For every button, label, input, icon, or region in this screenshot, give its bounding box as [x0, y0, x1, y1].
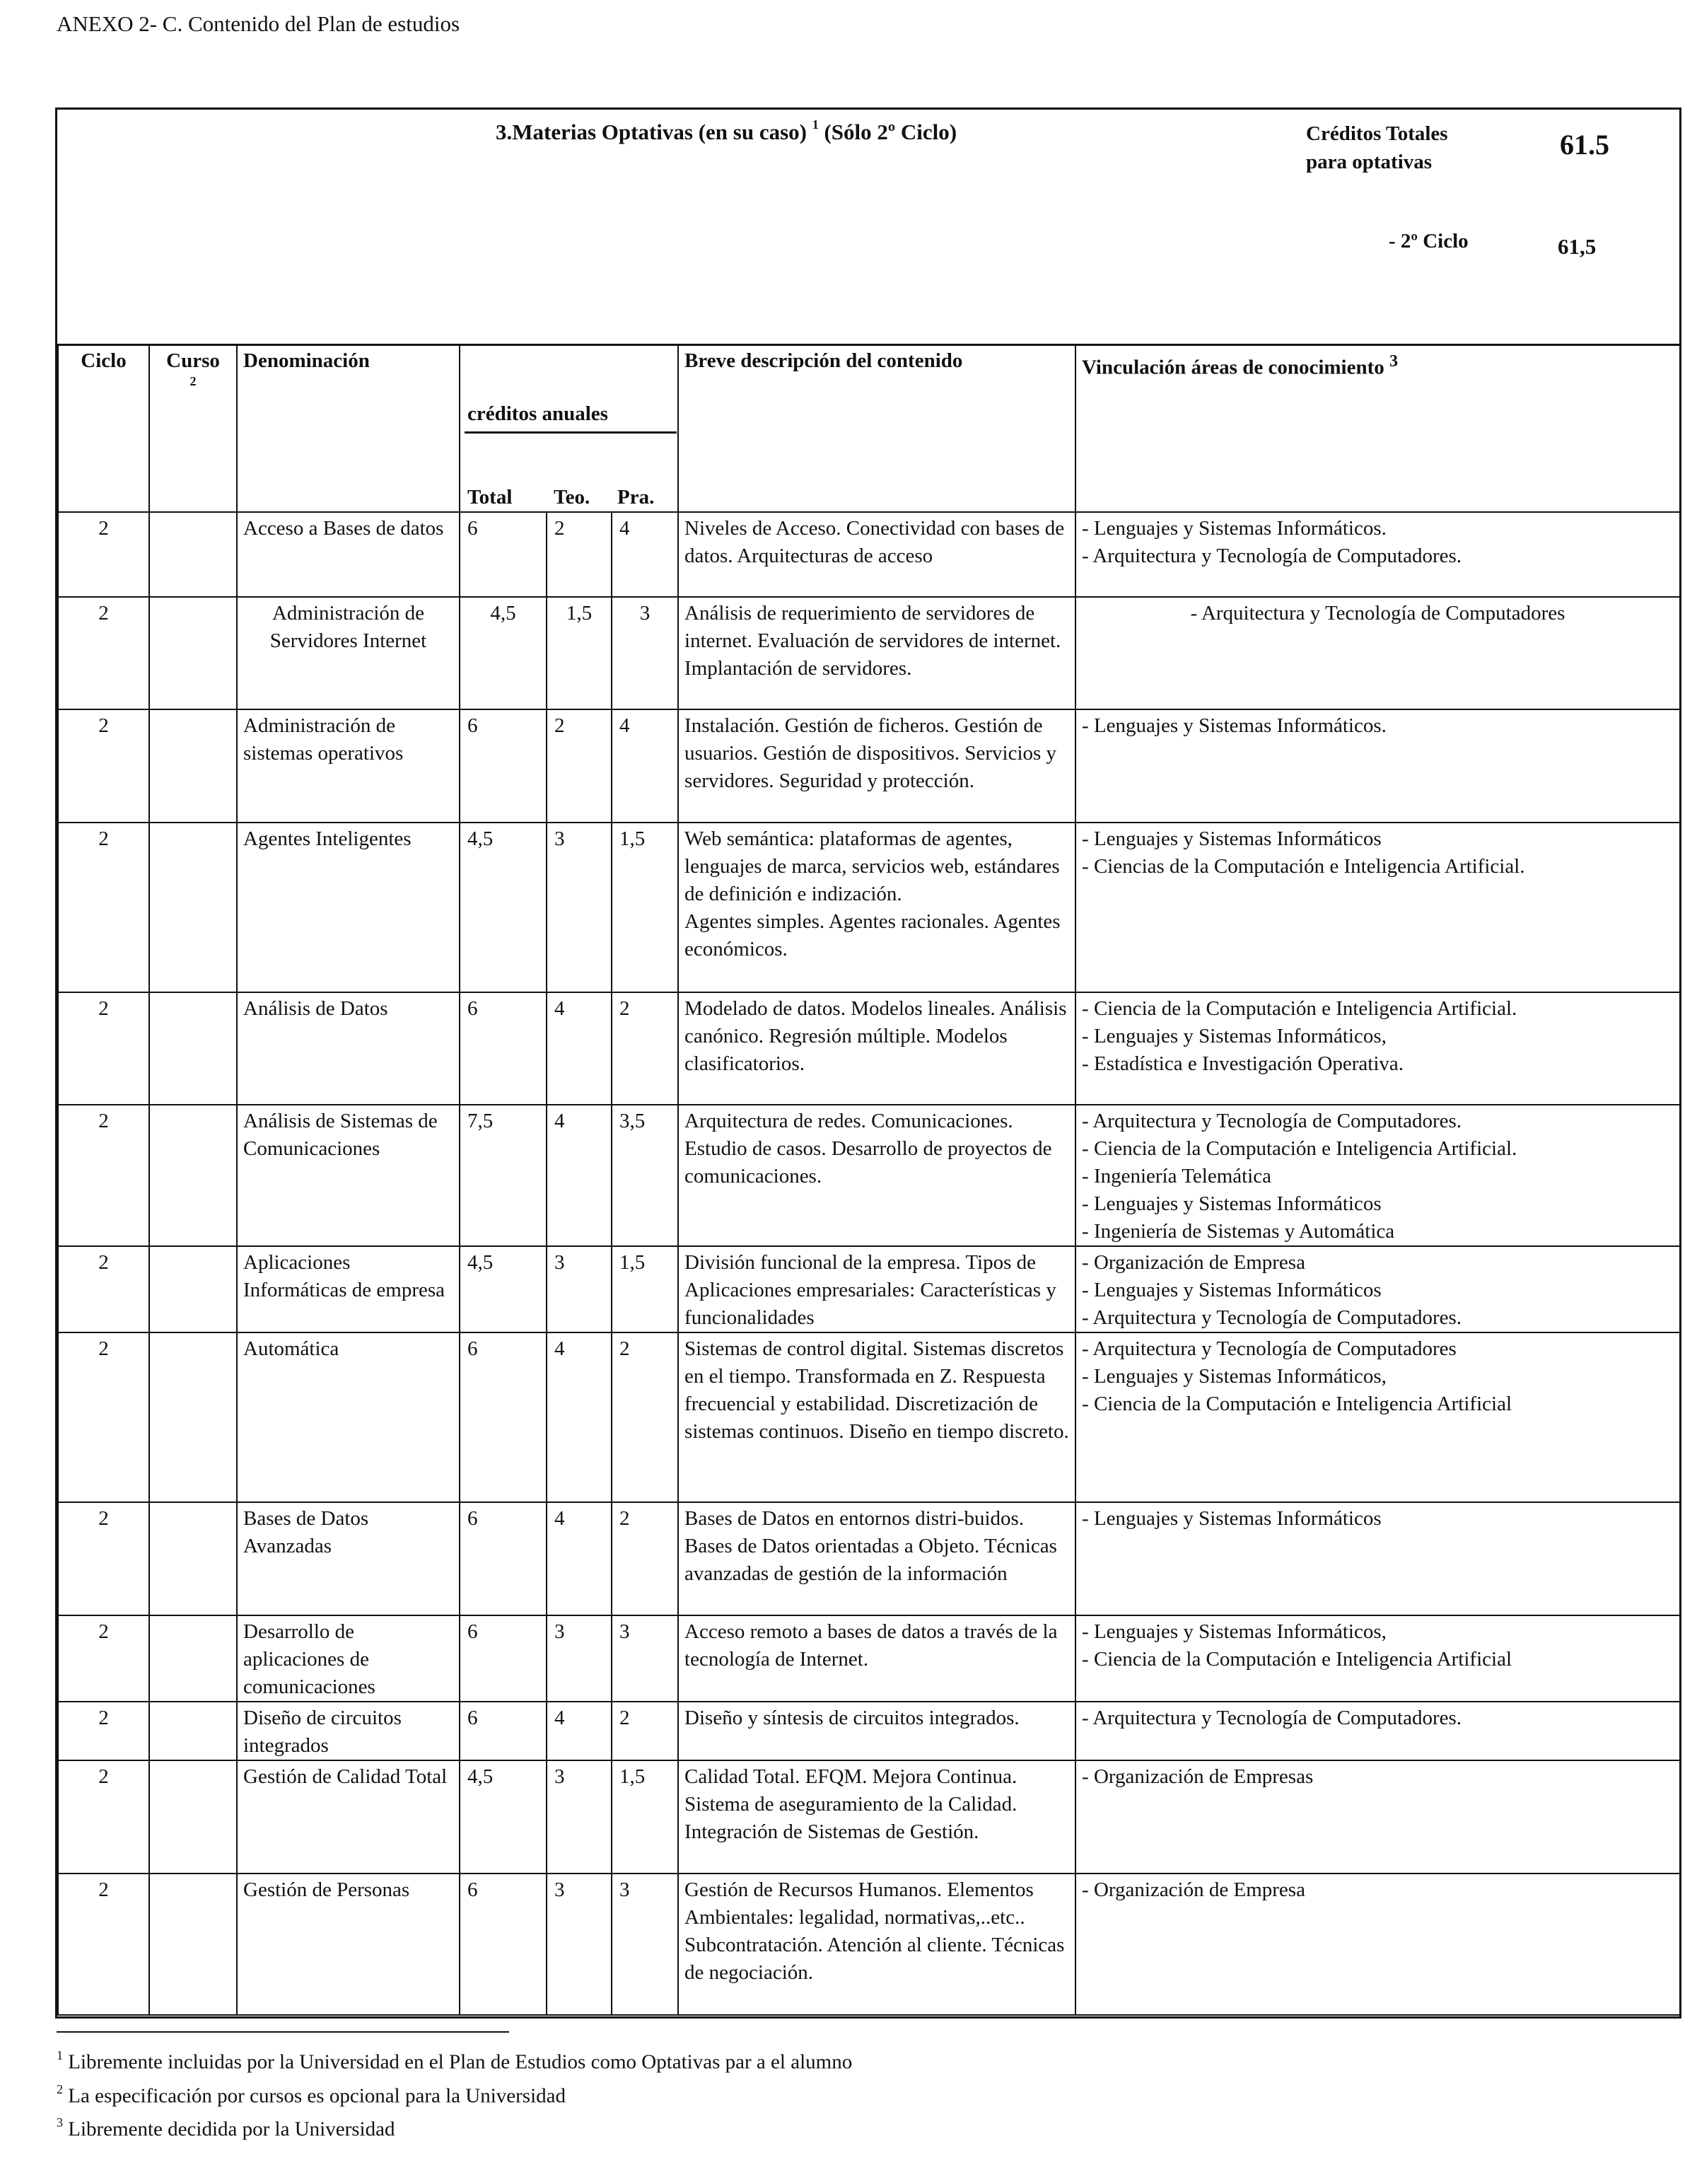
cell-areas — [1075, 1615, 1680, 1702]
cell-total: 4,5 — [460, 1760, 547, 1874]
cell-total: 6 — [460, 1615, 547, 1702]
cell-total: 4,5 — [460, 1246, 547, 1332]
cell-pra: 2 — [612, 1502, 678, 1615]
cell-pra: 1,5 — [612, 1760, 678, 1874]
cell-total: 6 — [460, 1502, 547, 1615]
cell-denominacion: Acceso a Bases de datos — [237, 512, 460, 597]
cycle-credits-value: 61,5 — [1558, 234, 1597, 259]
footnote — [57, 2043, 852, 2076]
table-row — [58, 1874, 1680, 2015]
area-item: - Organización de Empresa — [1082, 1251, 1305, 1274]
cell-denominacion: Bases de Datos Avanzadas — [237, 1502, 460, 1615]
cell-descripcion: Calidad Total. EFQM. Mejora Continua. Sistema de aseguramiento de la Calidad. Integración de Sistemas de Gestión. — [678, 1760, 1075, 1874]
cell-descripcion: Gestión de Recursos Humanos. Elementos Ambientales: legalidad, normativas,..etc.. Subcontratación. Atención al cliente. Técnicas de negociación. — [678, 1874, 1075, 2015]
cell-total: 7,5 — [460, 1105, 547, 1246]
cell-pra: 2 — [612, 1702, 678, 1760]
area-item: - Arquitectura y Tecnología de Computadores. — [1082, 1707, 1462, 1729]
col-header-descripcion: Breve descripción del contenido — [678, 344, 1075, 512]
cell-descripcion: Acceso remoto a bases de datos a través de la tecnología de Internet. — [678, 1615, 1075, 1702]
area-item: - Organización de Empresa — [1082, 1878, 1305, 1901]
cell-descripcion: Arquitectura de redes. Comunicaciones. Estudio de casos. Desarrollo de proyectos de comunicaciones. — [678, 1105, 1075, 1246]
column-header-row — [58, 344, 1680, 512]
cell-curso — [149, 992, 237, 1105]
table-row — [58, 1105, 1680, 1246]
total-credits-label-line1: Créditos Totales — [1306, 122, 1448, 145]
col-header-curso — [149, 344, 237, 512]
cell-areas — [1075, 1874, 1680, 2015]
cell-total: 6 — [460, 512, 547, 597]
area-item: - Lenguajes y Sistemas Informáticos, — [1082, 1025, 1387, 1047]
area-item: - Lenguajes y Sistemas Informáticos — [1082, 1279, 1382, 1301]
cell-denominacion: Aplicaciones Informáticas de empresa — [237, 1246, 460, 1332]
cell-curso — [149, 512, 237, 597]
cell-descripcion: Bases de Datos en entornos distri-buidos. Bases de Datos orientadas a Objeto. Técnicas avanzadas de gestión de la información — [678, 1502, 1075, 1615]
cell-teo: 4 — [547, 992, 612, 1105]
area-item: - Arquitectura y Tecnología de Computadores. — [1082, 1306, 1462, 1329]
cell-areas — [1075, 597, 1680, 709]
cell-ciclo: 2 — [58, 1874, 149, 2015]
cell-teo: 4 — [547, 1502, 612, 1615]
cell-pra: 4 — [612, 709, 678, 823]
area-item: - Lenguajes y Sistemas Informáticos — [1082, 1507, 1382, 1530]
cell-ciclo: 2 — [58, 1615, 149, 1702]
cell-ciclo: 2 — [58, 1760, 149, 1874]
cell-teo: 3 — [547, 1615, 612, 1702]
cell-curso — [149, 597, 237, 709]
col-header-creditos-rule — [465, 431, 677, 434]
total-credits-label — [1306, 120, 1448, 176]
cell-total: 6 — [460, 1874, 547, 2015]
cell-denominacion: Análisis de Datos — [237, 992, 460, 1105]
col-header-teo: Teo. — [554, 486, 590, 509]
cell-pra: 1,5 — [612, 1246, 678, 1332]
cell-descripcion: División funcional de la empresa. Tipos de Aplicaciones empresariales: Características y funcionalidades — [678, 1246, 1075, 1332]
cell-ciclo: 2 — [58, 512, 149, 597]
area-item: - Ciencias de la Computación e Inteligencia Artificial. — [1082, 855, 1525, 878]
footnote-divider — [57, 2031, 509, 2033]
area-item: - Lenguajes y Sistemas Informáticos — [1082, 827, 1382, 850]
area-item: - Organización de Empresas — [1082, 1765, 1314, 1788]
area-item: - Ciencia de la Computación e Inteligencia Artificial — [1082, 1648, 1512, 1671]
cell-teo: 3 — [547, 1760, 612, 1874]
table-row — [58, 597, 1680, 709]
cell-ciclo: 2 — [58, 709, 149, 823]
area-item: - Lenguajes y Sistemas Informáticos. — [1082, 714, 1387, 737]
footnotes — [57, 2043, 852, 2144]
table-row — [58, 1332, 1680, 1502]
total-credits-label-line2: para optativas — [1306, 151, 1433, 173]
col-header-total: Total — [467, 486, 513, 509]
cell-curso — [149, 1702, 237, 1760]
col-header-pra: Pra. — [617, 486, 655, 509]
footnote-text: Libremente decidida por la Universidad — [68, 2118, 395, 2141]
table-row — [58, 1246, 1680, 1332]
table-row — [58, 1760, 1680, 1874]
cell-areas — [1075, 992, 1680, 1105]
area-item: - Arquitectura y Tecnología de Computadores — [1082, 1337, 1457, 1360]
cell-pra: 3 — [612, 1874, 678, 2015]
cell-denominacion: Automática — [237, 1332, 460, 1502]
cell-curso — [149, 1874, 237, 2015]
col-header-vinculacion — [1075, 344, 1680, 512]
area-item: - Ciencia de la Computación e Inteligencia Artificial — [1082, 1393, 1512, 1415]
cell-areas — [1075, 1502, 1680, 1615]
footnote-text: La especificación por cursos es opcional para la Universidad — [68, 2084, 566, 2108]
cell-pra: 3 — [612, 597, 678, 709]
cell-denominacion: Desarrollo de aplicaciones de comunicaciones — [237, 1615, 460, 1702]
cell-total: 4,5 — [460, 823, 547, 992]
table-row — [58, 1502, 1680, 1615]
cell-pra: 3 — [612, 1615, 678, 1702]
cell-descripcion — [678, 823, 1075, 992]
cell-ciclo: 2 — [58, 1246, 149, 1332]
table-row — [58, 992, 1680, 1105]
annex-title: ANEXO 2- C. Contenido del Plan de estudios — [57, 11, 460, 36]
cell-ciclo: 2 — [58, 1502, 149, 1615]
area-item: - Lenguajes y Sistemas Informáticos, — [1082, 1365, 1387, 1388]
section-title-text: 3.Materias Optativas (en su caso) — [496, 120, 807, 144]
cell-teo: 3 — [547, 1246, 612, 1332]
cell-areas — [1075, 1246, 1680, 1332]
area-item: - Arquitectura y Tecnología de Computadores. — [1082, 545, 1462, 567]
footnote-text: Libremente incluidas por la Universidad en el Plan de Estudios como Optativas par a el alumno — [68, 2050, 853, 2074]
table-row — [58, 709, 1680, 823]
cell-areas — [1075, 823, 1680, 992]
cell-descripcion: Modelado de datos. Modelos lineales. Análisis canónico. Regresión múltiple. Modelos clasificatorios. — [678, 992, 1075, 1105]
cell-denominacion: Administración de Servidores Internet — [237, 597, 460, 709]
cell-teo: 4 — [547, 1702, 612, 1760]
section-title — [496, 117, 957, 145]
cell-pra: 3,5 — [612, 1105, 678, 1246]
cell-total: 6 — [460, 1702, 547, 1760]
table-row — [58, 1702, 1680, 1760]
cycle-credits-label: - 2º Ciclo — [1389, 230, 1469, 252]
footnote-number: 3 — [57, 2115, 63, 2130]
cell-teo: 3 — [547, 1874, 612, 2015]
subjects-table — [57, 344, 1681, 2016]
cell-descripcion: Análisis de requerimiento de servidores de internet. Evaluación de servidores de internet. Implantación de servidores. — [678, 597, 1075, 709]
col-header-vinculacion-label: Vinculación áreas de conocimiento — [1082, 356, 1384, 379]
cell-denominacion: Administración de sistemas operativos — [237, 709, 460, 823]
cell-areas — [1075, 512, 1680, 597]
cell-curso — [149, 1615, 237, 1702]
cell-total: 6 — [460, 1332, 547, 1502]
cell-areas — [1075, 1332, 1680, 1502]
cell-descripcion: Instalación. Gestión de ficheros. Gestión de usuarios. Gestión de dispositivos. Servicios y servidores. Seguridad y protección. — [678, 709, 1075, 823]
cell-descripcion: Niveles de Acceso. Conectividad con bases de datos. Arquitecturas de acceso — [678, 512, 1075, 597]
cell-pra: 2 — [612, 1332, 678, 1502]
cell-curso — [149, 1502, 237, 1615]
table-row — [58, 1615, 1680, 1702]
cell-areas — [1075, 1105, 1680, 1246]
area-item: - Ciencia de la Computación e Inteligencia Artificial. — [1082, 1137, 1517, 1160]
cell-teo: 2 — [547, 709, 612, 823]
cell-teo: 4 — [547, 1332, 612, 1502]
cell-areas — [1075, 1702, 1680, 1760]
cell-pra: 1,5 — [612, 823, 678, 992]
cell-ciclo: 2 — [58, 597, 149, 709]
col-header-curso-note: 2 — [189, 374, 197, 388]
cell-teo: 3 — [547, 823, 612, 992]
section-title-suffix: (Sólo 2º Ciclo) — [824, 120, 957, 144]
cell-ciclo: 2 — [58, 1105, 149, 1246]
cell-curso — [149, 1105, 237, 1246]
area-item: - Lenguajes y Sistemas Informáticos. — [1082, 517, 1387, 540]
cell-ciclo: 2 — [58, 823, 149, 992]
cell-curso — [149, 1332, 237, 1502]
cell-areas — [1075, 709, 1680, 823]
cell-areas — [1075, 1760, 1680, 1874]
area-item: - Arquitectura y Tecnología de Computadores. — [1082, 1110, 1462, 1132]
cell-pra: 4 — [612, 512, 678, 597]
area-item: - Ciencia de la Computación e Inteligencia Artificial. — [1082, 997, 1517, 1020]
col-header-creditos-label: créditos anuales — [467, 402, 608, 425]
area-item: - Lenguajes y Sistemas Informáticos, — [1082, 1620, 1387, 1643]
cell-denominacion: Gestión de Personas — [237, 1874, 460, 2015]
cell-denominacion: Diseño de circuitos integrados — [237, 1702, 460, 1760]
cell-denominacion: Gestión de Calidad Total — [237, 1760, 460, 1874]
cell-total: 6 — [460, 709, 547, 823]
description-paragraph: Agentes simples. Agentes racionales. Agentes económicos. — [684, 910, 1061, 960]
cell-descripcion: Diseño y síntesis de circuitos integrados. — [678, 1702, 1075, 1760]
cell-descripcion: Sistemas de control digital. Sistemas discretos en el tiempo. Transformada en Z. Respuesta frecuencial y estabilidad. Discretización de sistemas continuos. Diseño en tiempo discreto. — [678, 1332, 1075, 1502]
cell-total: 4,5 — [460, 597, 547, 709]
section-title-footnote-ref: 1 — [812, 117, 819, 132]
cell-curso — [149, 709, 237, 823]
cell-ciclo: 2 — [58, 1332, 149, 1502]
col-header-denominacion: Denominación — [237, 344, 460, 512]
col-header-vinculacion-note: 3 — [1389, 352, 1399, 371]
table-header-block — [57, 110, 1679, 346]
footnote — [57, 2076, 852, 2110]
description-paragraph: Web semántica: plataformas de agentes, lenguajes de marca, servicios web, estándares de definición e indización. — [684, 827, 1060, 905]
total-credits-value: 61.5 — [1560, 129, 1609, 161]
cell-teo: 4 — [547, 1105, 612, 1246]
col-header-curso-label: Curso — [166, 349, 220, 372]
area-item: - Ingeniería Telemática — [1082, 1165, 1271, 1187]
study-plan-table-frame — [55, 108, 1681, 2019]
cell-denominacion: Análisis de Sistemas de Comunicaciones — [237, 1105, 460, 1246]
cell-total: 6 — [460, 992, 547, 1105]
cell-pra: 2 — [612, 992, 678, 1105]
area-item: - Ingeniería de Sistemas y Automática — [1082, 1220, 1395, 1243]
cell-denominacion: Agentes Inteligentes — [237, 823, 460, 992]
footnote — [57, 2110, 852, 2144]
area-item: - Lenguajes y Sistemas Informáticos — [1082, 1192, 1382, 1215]
table-row — [58, 823, 1680, 992]
table-row — [58, 512, 1680, 597]
area-item: - Estadística e Investigación Operativa. — [1082, 1052, 1404, 1075]
footnote-number: 2 — [57, 2081, 63, 2096]
area-item: - Arquitectura y Tecnología de Computadores — [1190, 602, 1565, 625]
cell-curso — [149, 1760, 237, 1874]
col-header-ciclo: Ciclo — [58, 344, 149, 512]
cell-ciclo: 2 — [58, 1702, 149, 1760]
cell-curso — [149, 1246, 237, 1332]
cell-ciclo: 2 — [58, 992, 149, 1105]
footnote-number: 1 — [57, 2048, 63, 2062]
col-header-creditos — [460, 344, 678, 512]
cell-teo: 1,5 — [547, 597, 612, 709]
cell-curso — [149, 823, 237, 992]
cell-teo: 2 — [547, 512, 612, 597]
